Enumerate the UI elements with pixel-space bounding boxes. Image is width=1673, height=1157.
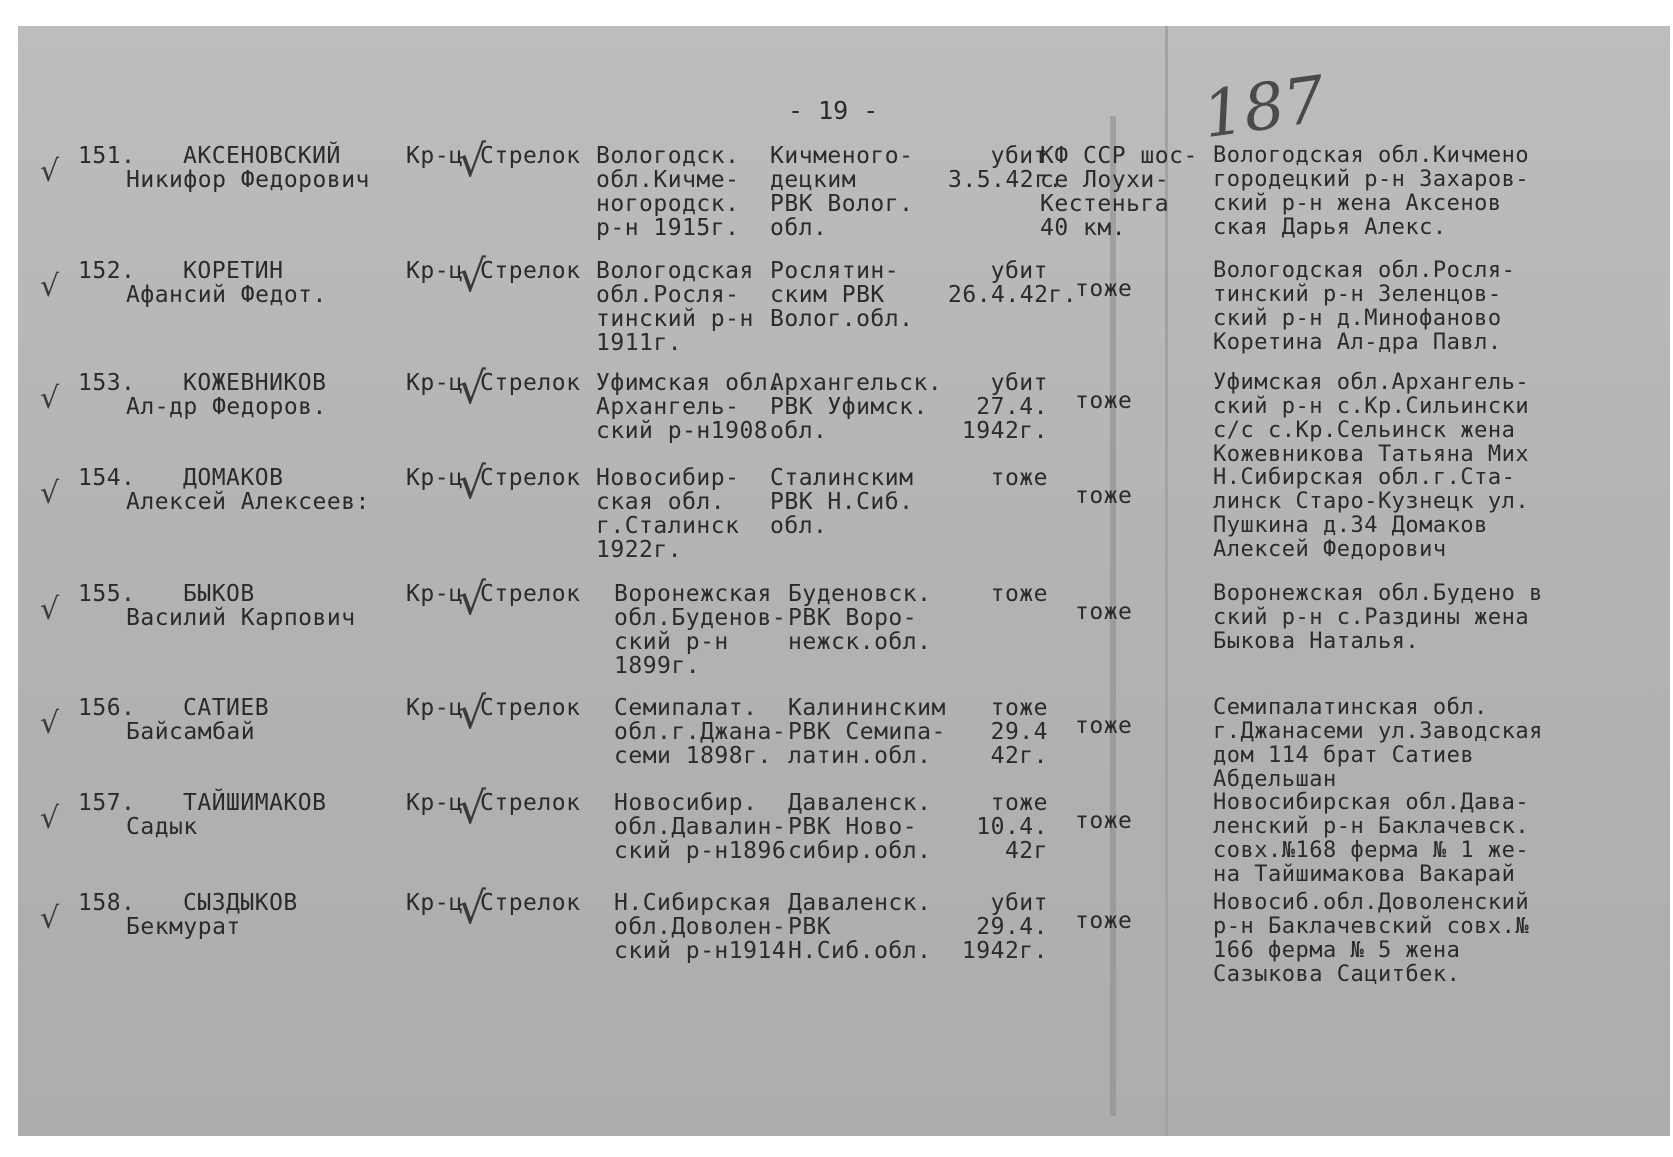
recruitment-office: Кичменого- децким РВК Волог. обл. [770, 143, 914, 241]
check-mark-icon: √ [40, 476, 60, 511]
check-mark-icon: √ [40, 592, 60, 627]
relative-address: Вологодская обл.Росля- тинский р-н Зеленцов- ский р-н д.Минофаново Коретина Ал-дра Павл. [1213, 259, 1516, 355]
handwritten-tick-icon: √ [458, 251, 487, 302]
post: Стрелок [480, 370, 581, 396]
relative-address: Новосиб.обл.Доволенский р-н Баклачевский совх.№ 166 ферма № 5 жена Сазыкова Сацитбек. [1213, 891, 1530, 987]
recruitment-office: Буденовск. РВК Воро- нежск.обл. [788, 581, 932, 655]
fate-date: тоже 29.4 42г. [990, 695, 1048, 769]
relative-address: Вологодская обл.Кичмено городецкий р-н Захаров- ский р-н жена Аксенов ская Дарья Алекс. [1213, 144, 1530, 240]
recruitment-office: Сталинским РВК Н.Сиб. обл. [770, 465, 914, 539]
page-number: - 19 - [788, 96, 879, 125]
relative-address: Семипалатинская обл. г.Джанасеми ул.Заводская дом 114 брат Сатиев Абдельшан [1213, 696, 1543, 792]
burial-place: тоже [1075, 908, 1133, 934]
entry-number: 153. [78, 370, 136, 396]
handwritten-tick-icon: √ [458, 574, 487, 625]
post: Стрелок [480, 790, 581, 816]
given-names: Байсамбай [126, 719, 256, 745]
surname: ТАЙШИМАКОВ [183, 790, 327, 816]
handwritten-tick-icon: √ [458, 363, 487, 414]
birth-place-year: Вологодск. обл.Кичме- ногородск. р-н 1915г. [596, 143, 740, 241]
check-mark-icon: √ [40, 801, 60, 836]
burial-place: тоже [1075, 483, 1133, 509]
fate-date: тоже [990, 465, 1048, 491]
post: Стрелок [480, 581, 581, 607]
surname: КОЖЕВНИКОВ [183, 370, 327, 396]
handwritten-folio-number: 187 [1198, 62, 1330, 154]
surname: СЫЗДЫКОВ [183, 890, 298, 916]
surname: БЫКОВ [183, 581, 255, 607]
birth-place-year: Вологодская обл.Росля- тинский р-н 1911г. [596, 258, 754, 356]
document-sheet [18, 26, 1670, 1136]
rank: Кр-ц [406, 143, 464, 169]
surname: САТИЕВ [183, 695, 270, 721]
burial-place: тоже [1075, 388, 1133, 414]
given-names: Василий Карпович [126, 605, 356, 631]
handwritten-tick-icon: √ [458, 136, 487, 187]
handwritten-tick-icon: √ [458, 783, 487, 834]
rank: Кр-ц [406, 581, 464, 607]
given-names: Афансий Федот. [126, 282, 327, 308]
surname: АКСЕНОВСКИЙ [183, 143, 341, 169]
given-names: Ал-др Федоров. [126, 394, 327, 420]
post: Стрелок [480, 258, 581, 284]
check-mark-icon: √ [40, 269, 60, 304]
handwritten-tick-icon: √ [458, 883, 487, 934]
handwritten-tick-icon: √ [458, 688, 487, 739]
given-names: Алексей Алексеев: [126, 489, 370, 515]
entry-number: 151. [78, 143, 136, 169]
post: Стрелок [480, 890, 581, 916]
surname: ДОМАКОВ [183, 465, 284, 491]
relative-address: Новосибирская обл.Дава- ленский р-н Баклачевск. совх.№168 ферма № 1 же- на Тайшимакова Вакарай [1213, 791, 1530, 887]
rank: Кр-ц [406, 890, 464, 916]
given-names: Бекмурат [126, 914, 241, 940]
post: Стрелок [480, 695, 581, 721]
check-mark-icon: √ [40, 381, 60, 416]
entry-number: 158. [78, 890, 136, 916]
post: Стрелок [480, 143, 581, 169]
fate-date: убит 3.5.42г. [948, 143, 1063, 193]
birth-place-year: Н.Сибирская обл.Доволен- ский р-н1914 [614, 890, 787, 964]
entry-number: 152. [78, 258, 136, 284]
birth-place-year: Семипалат. обл.г.Джана- семи 1898г. [614, 695, 787, 769]
birth-place-year: Воронежская обл.Буденов- ский р-н 1899г. [614, 581, 787, 679]
rank: Кр-ц [406, 695, 464, 721]
birth-place-year: Новосибир. обл.Давалин- ский р-н1896 [614, 790, 787, 864]
recruitment-office: Калининским РВК Семипа- латин.обл. [788, 695, 946, 769]
fate-date: тоже [990, 581, 1048, 607]
fate-date: убит 27.4. 1942г. [961, 370, 1048, 444]
entry-number: 154. [78, 465, 136, 491]
post: Стрелок [480, 465, 581, 491]
check-mark-icon: √ [40, 901, 60, 936]
entry-number: 155. [78, 581, 136, 607]
check-mark-icon: √ [40, 154, 60, 189]
given-names: Садык [126, 814, 198, 840]
fate-date: убит 26.4.42г. [948, 258, 1078, 308]
burial-place: тоже [1075, 808, 1133, 834]
rank: Кр-ц [406, 370, 464, 396]
relative-address: Уфимская обл.Архангель- ский р-н с.Кр.Сильински с/с с.Кр.Сельинск жена Кожевникова Татьяна Мих [1213, 371, 1530, 467]
recruitment-office: Рослятин- ским РВК Волог.обл. [770, 258, 914, 332]
surname: КОРЕТИН [183, 258, 284, 284]
recruitment-office: Архангельск. РВК Уфимск. обл. [770, 370, 943, 444]
check-mark-icon: √ [40, 706, 60, 741]
entry-number: 157. [78, 790, 136, 816]
birth-place-year: Новосибир- ская обл. г.Сталинск 1922г. [596, 465, 740, 563]
fate-date: тоже 10.4. 42г [976, 790, 1048, 864]
recruitment-office: Даваленск. РВК Ново- сибир.обл. [788, 790, 932, 864]
relative-address: Н.Сибирская обл.г.Ста- линск Старо-Кузнецк ул. Пушкина д.34 Домаков Алексей Федорович [1213, 466, 1530, 562]
given-names: Никифор Федорович [126, 167, 370, 193]
burial-place: КФ ССР шос- се Лоухи- Кестеньга 40 км. [1040, 143, 1198, 241]
birth-place-year: Уфимская обл. Архангель- ский р-н1908 [596, 370, 783, 444]
rank: Кр-ц [406, 790, 464, 816]
recruitment-office: Даваленск. РВК Н.Сиб.обл. [788, 890, 932, 964]
entry-number: 156. [78, 695, 136, 721]
fate-date: убит 29.4. 1942г. [961, 890, 1048, 964]
burial-place: тоже [1075, 276, 1133, 302]
rank: Кр-ц [406, 465, 464, 491]
relative-address: Воронежская обл.Будено в ский р-н с.Раздины жена Быкова Наталья. [1213, 582, 1543, 654]
burial-place: тоже [1075, 599, 1133, 625]
handwritten-tick-icon: √ [458, 458, 487, 509]
rank: Кр-ц [406, 258, 464, 284]
burial-place: тоже [1075, 713, 1133, 739]
